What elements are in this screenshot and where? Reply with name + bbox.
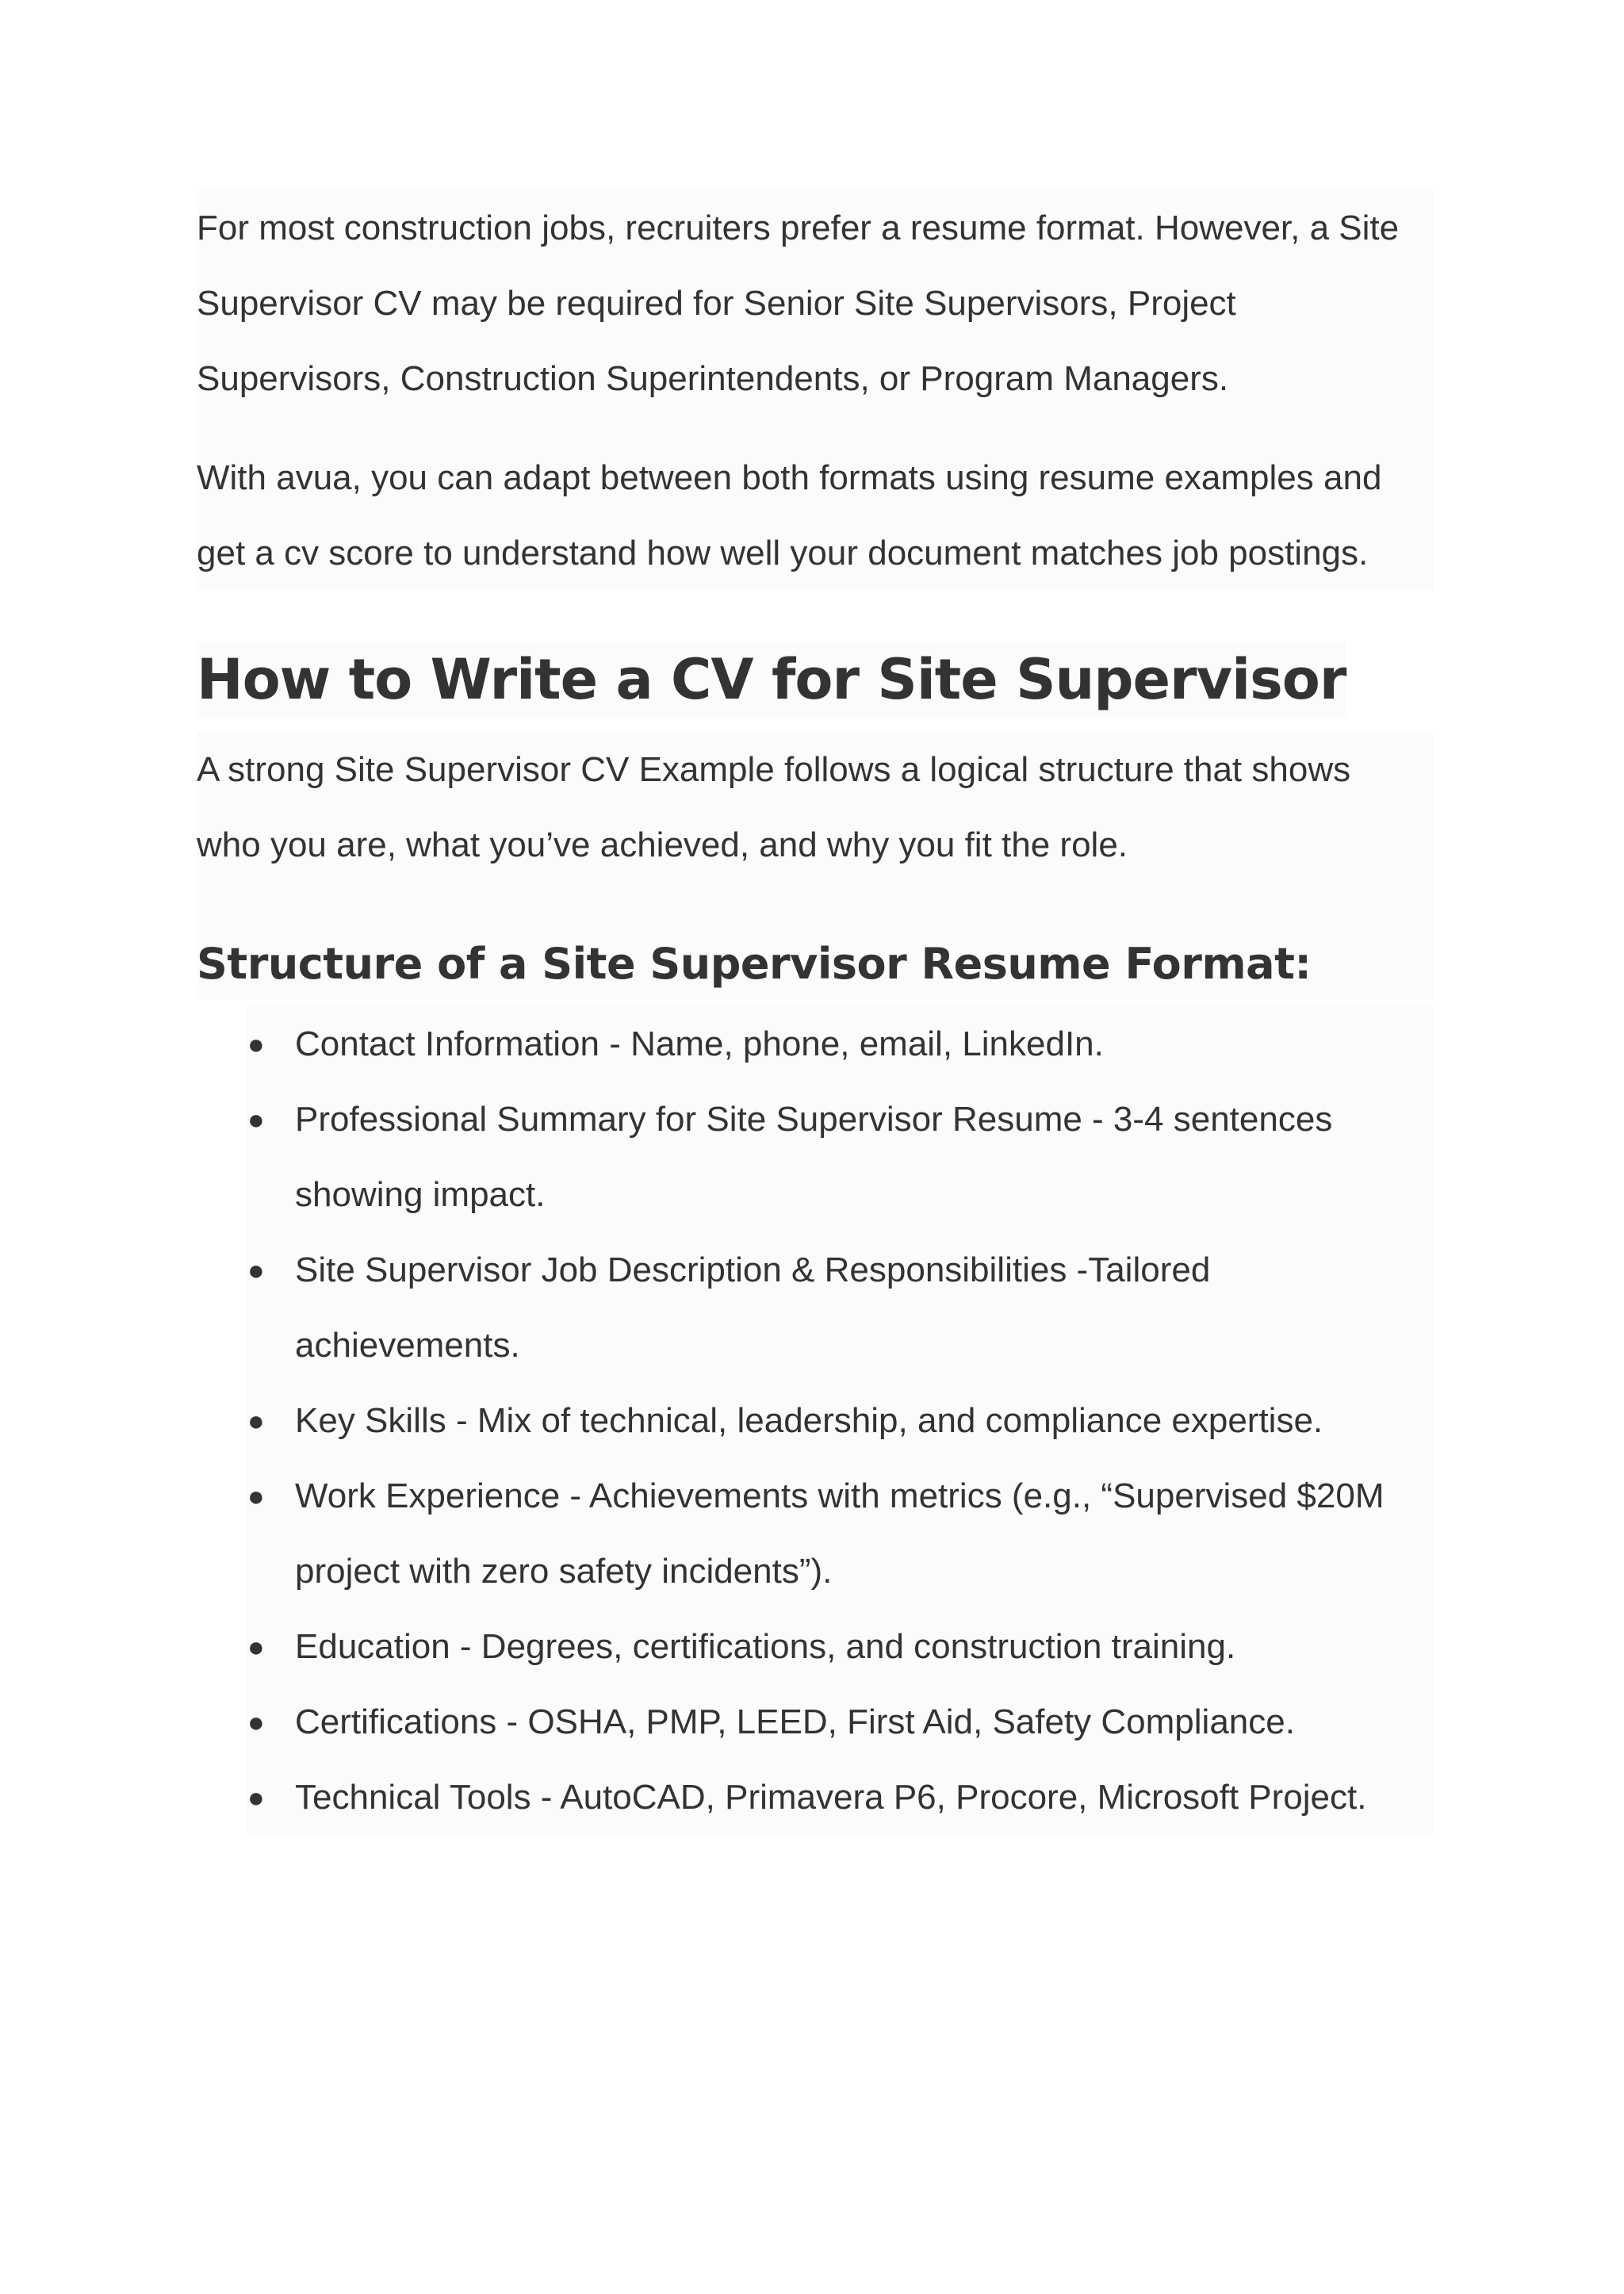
- section-heading-wrap: [197, 591, 1434, 718]
- intro-paragraph-1: For most construction jobs, recruiters prefer a resume format. However, a Site Supervisor CV may be required for Senior Site Supervisors, Project Supervisors, Construction Superintendents, or Program Managers.: [197, 209, 1400, 398]
- list-item: [246, 1609, 1434, 1684]
- list-item-text: Certifications - OSHA, PMP, LEED, First Aid, Safety Compliance.: [295, 1702, 1295, 1741]
- list-item: [246, 1383, 1434, 1458]
- document-page: [197, 190, 1434, 1835]
- bullet-icon: ●: [247, 1404, 265, 1437]
- section-paragraph: A strong Site Supervisor CV Example follows a logical structure that shows who you are, what you’ve achieved, and why you fit the role.: [197, 750, 1351, 864]
- list-item-text: Technical Tools - AutoCAD, Primavera P6, Procore, Microsoft Project.: [295, 1778, 1367, 1817]
- structure-list: [246, 1006, 1434, 1835]
- bullet-icon: ●: [247, 1480, 265, 1512]
- list-item: [246, 1232, 1434, 1383]
- intro-paragraph-2: With avua, you can adapt between both formats using resume examples and get a cv score to understand how well your document matches job postings.: [197, 458, 1382, 573]
- structure-subheading: Structure of a Site Supervisor Resume Format:: [197, 939, 1312, 989]
- list-item: [246, 1082, 1434, 1232]
- bullet-icon: ●: [247, 1706, 265, 1738]
- list-item-text: Professional Summary for Site Supervisor Resume - 3-4 sentences showing impact.: [295, 1100, 1333, 1214]
- section-heading: How to Write a CV for Site Supervisor: [197, 641, 1346, 718]
- bullet-icon: ●: [247, 1028, 265, 1060]
- bullet-icon: ●: [247, 1781, 265, 1813]
- bullet-icon: ●: [247, 1103, 265, 1136]
- section-intro-block: [197, 732, 1434, 1000]
- list-item-text: Contact Information - Name, phone, email, LinkedIn.: [295, 1024, 1104, 1063]
- list-item-text: Education - Degrees, certifications, and construction training.: [295, 1627, 1236, 1666]
- list-item: [246, 1760, 1434, 1835]
- intro-block: [197, 190, 1434, 591]
- list-item: [246, 1458, 1434, 1609]
- bullet-icon: ●: [247, 1254, 265, 1286]
- list-item: [246, 1006, 1434, 1082]
- list-item-text: Work Experience - Achievements with metrics (e.g., “Supervised $20M project with zero safety incidents”).: [295, 1476, 1385, 1591]
- list-item-text: Site Supervisor Job Description & Responsibilities -Tailored achievements.: [295, 1250, 1211, 1365]
- list-item: [246, 1684, 1434, 1760]
- list-item-text: Key Skills - Mix of technical, leadership, and compliance expertise.: [295, 1401, 1323, 1440]
- bullet-icon: ●: [247, 1630, 265, 1663]
